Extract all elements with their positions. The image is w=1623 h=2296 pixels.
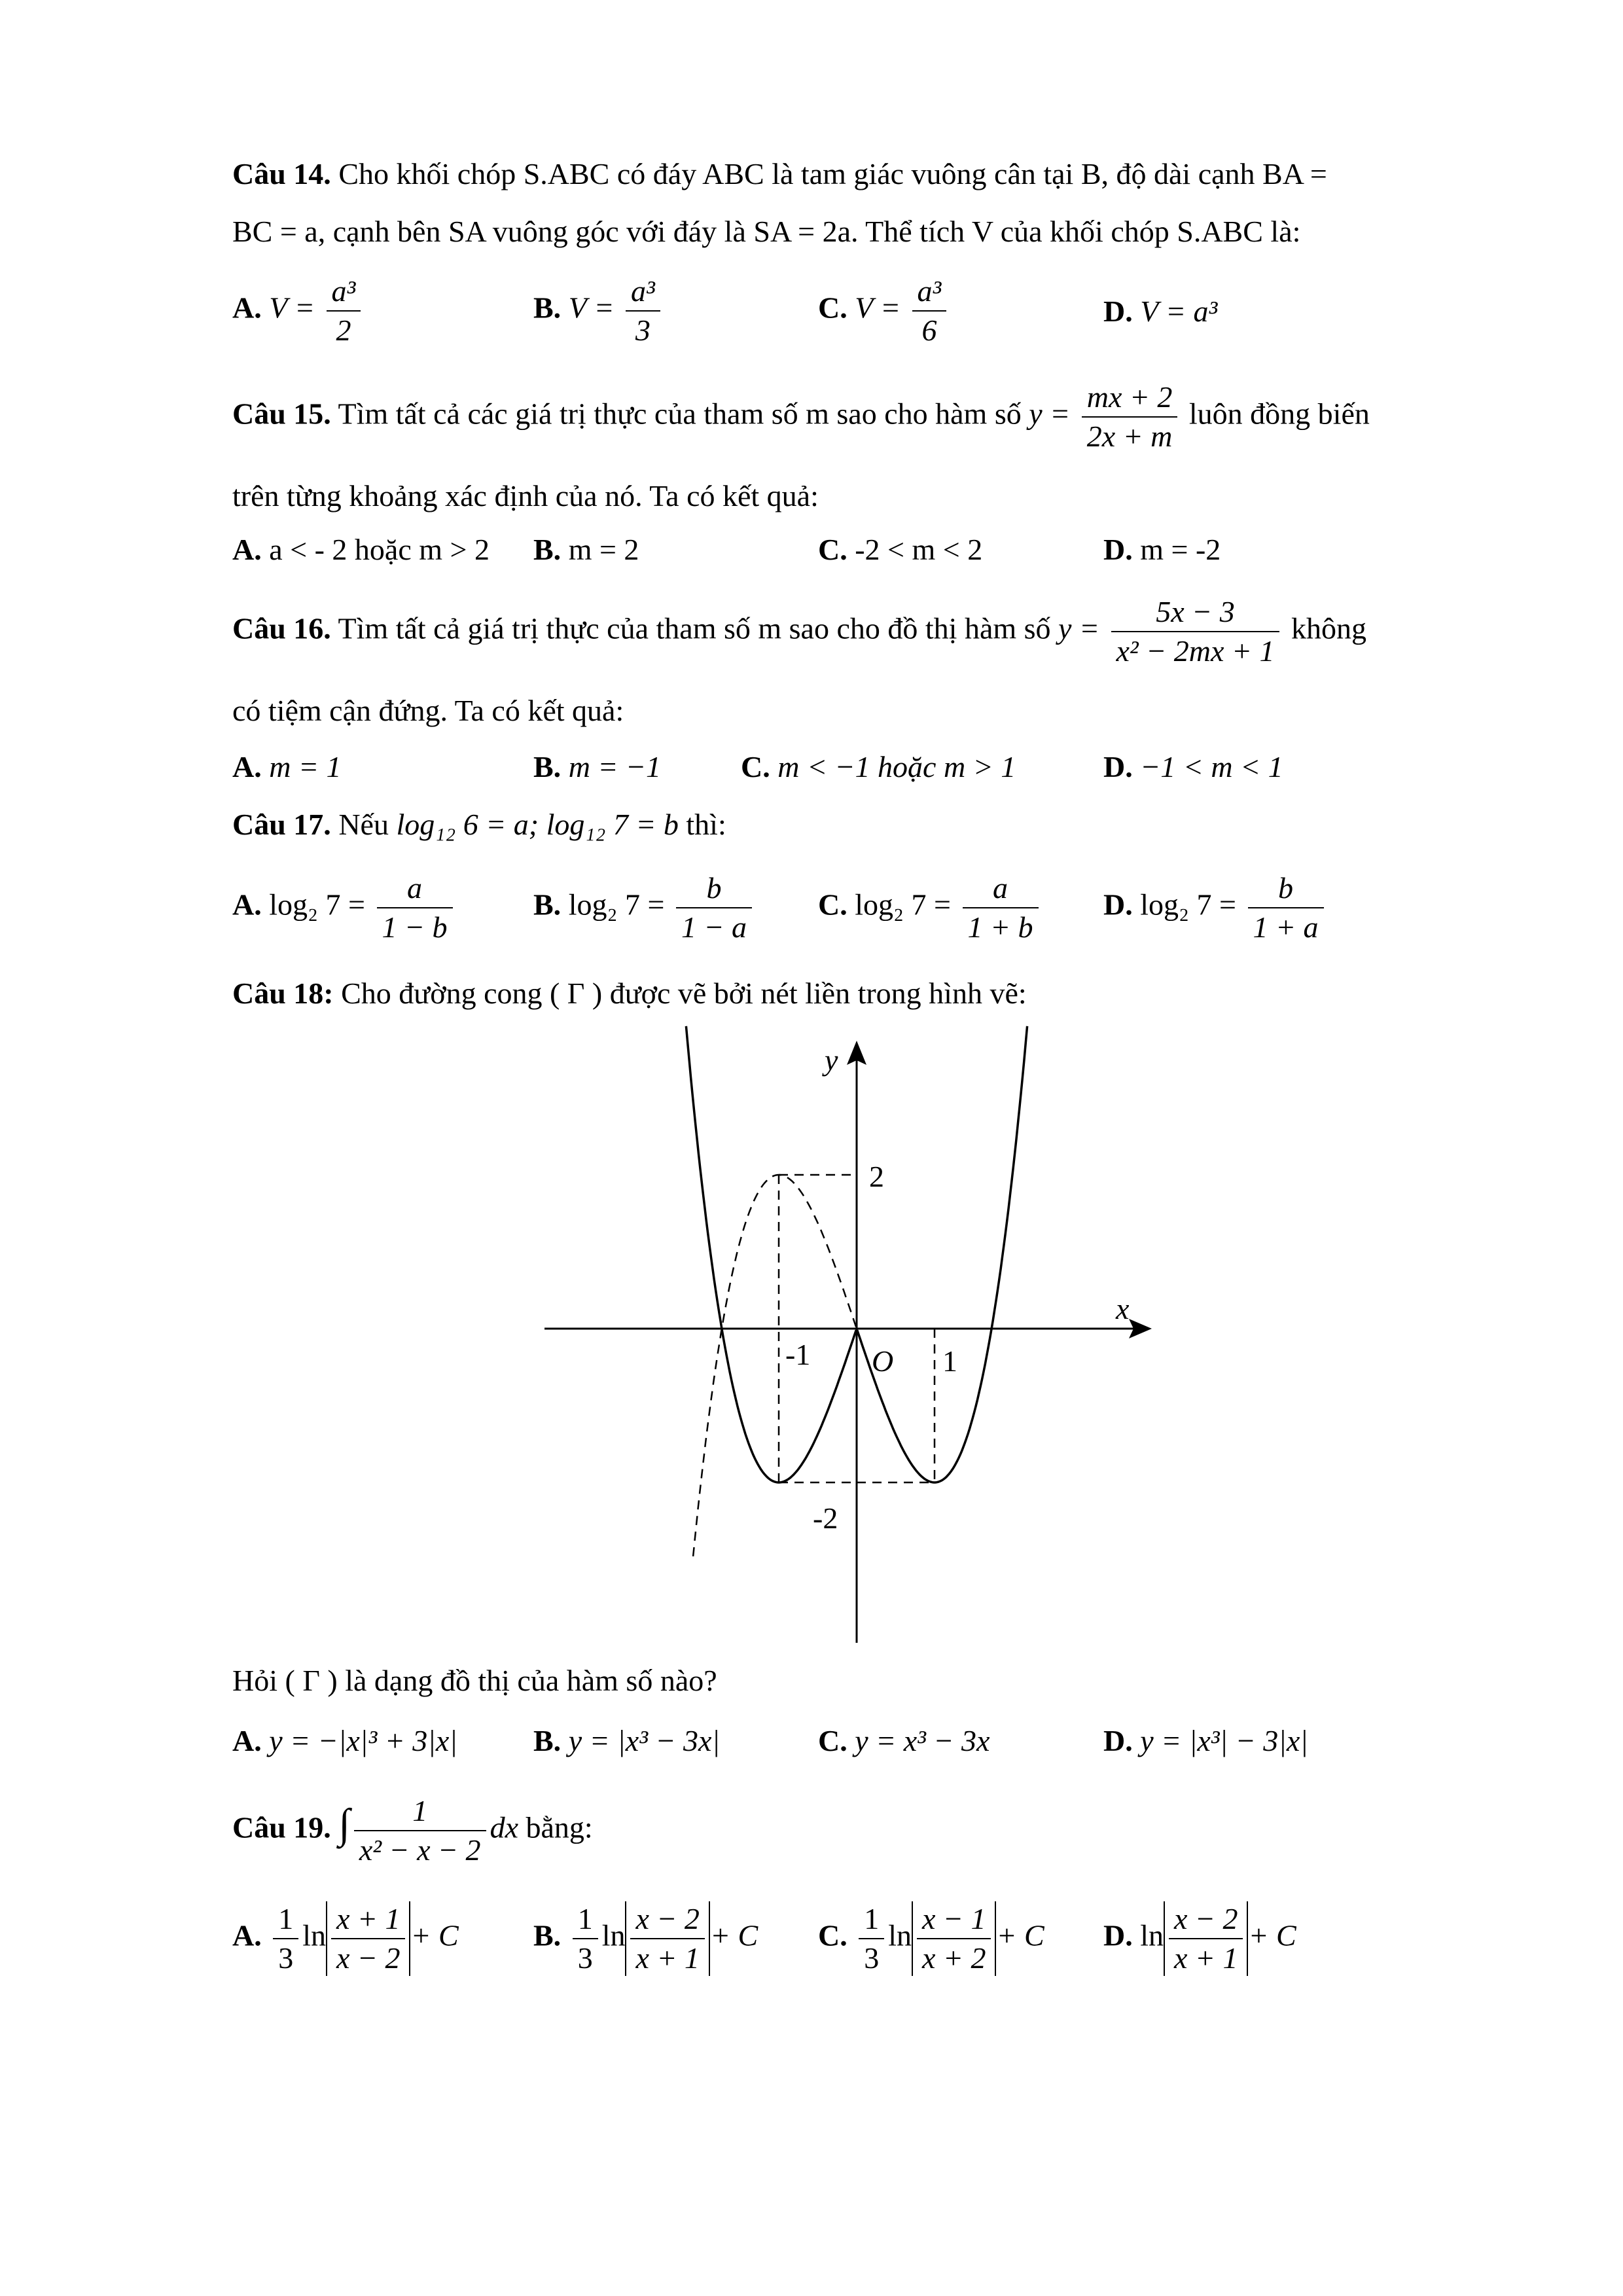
axis-label-x: x	[1116, 1292, 1130, 1325]
q15-fn-lhs: y =	[1029, 397, 1071, 431]
q14-text-1: Cho khối chóp S.ABC có đáy ABC là tam giác vuông cân tại B, độ dài cạnh BA =	[330, 157, 1327, 190]
q18-line1	[232, 975, 1027, 1012]
q19-option-b	[533, 1901, 758, 1976]
option-label: C.	[818, 533, 847, 566]
option-formula: V = a³	[1140, 295, 1218, 328]
option-fraction	[327, 274, 361, 348]
option-label: D.	[1103, 750, 1133, 783]
option-text: -2 < m < 2	[847, 533, 983, 566]
q19-integrand	[354, 1793, 486, 1868]
fraction-denominator: 2x + m	[1086, 420, 1173, 453]
option-label: C.	[741, 750, 770, 783]
q17-condition: log₁₂ 6 = a; log₁₂ 7 = b	[396, 808, 679, 841]
q19-line1	[232, 1793, 593, 1868]
option-text: y = |x³ − 3x|	[568, 1724, 721, 1757]
option-tail: + C	[1248, 1918, 1296, 1952]
fraction-numerator: 1	[273, 1901, 298, 1939]
option-text: m = 2	[561, 533, 639, 566]
option-ln: ln	[888, 1918, 912, 1952]
option-label: A.	[232, 888, 262, 922]
option-text: m = −1	[568, 750, 661, 783]
fraction-denominator: x + 1	[635, 1941, 700, 1975]
fraction-numerator: x − 2	[1169, 1901, 1243, 1939]
option-lhs: log₂ 7 =	[568, 888, 665, 922]
tick-label-1: 1	[942, 1344, 957, 1378]
q19-option-a	[232, 1901, 459, 1976]
fraction-numerator: a³	[327, 274, 361, 312]
q16-text-after: không	[1291, 611, 1366, 645]
q15-line2: trên từng khoảng xác định của nó. Ta có kết quả:	[232, 479, 819, 512]
option-tail: + C	[709, 1918, 758, 1952]
option-text: y = x³ − 3x	[855, 1724, 990, 1757]
option-label: A.	[232, 1724, 262, 1757]
q17-option-a	[232, 870, 457, 945]
option-abs	[912, 1901, 996, 1976]
fraction-numerator: x + 1	[331, 1901, 405, 1939]
fraction-denominator: 1 − b	[382, 910, 448, 944]
q19-text-after: bằng:	[526, 1810, 593, 1844]
q17-option-b	[533, 870, 756, 945]
q16-label: Câu 16.	[232, 611, 331, 645]
q18-option-c	[818, 1723, 990, 1759]
fraction-denominator: x² − 2mx + 1	[1116, 634, 1275, 668]
origin-label: O	[872, 1344, 894, 1378]
option-label: B.	[533, 533, 562, 566]
dashed-curve	[693, 1175, 857, 1556]
option-text: y = |x³| − 3|x|	[1140, 1724, 1308, 1757]
q18-label: Câu 18:	[232, 977, 334, 1010]
q16-option-a	[232, 749, 342, 785]
fraction-numerator: a	[963, 870, 1039, 908]
fraction-numerator: 1	[354, 1793, 486, 1831]
q18-graph	[537, 1024, 1165, 1653]
q16-line2: có tiệm cận đứng. Ta có kết quả:	[232, 694, 624, 727]
fraction-numerator: x − 1	[917, 1901, 991, 1939]
option-text: y = −|x|³ + 3|x|	[269, 1724, 457, 1757]
q19-dx: dx	[490, 1810, 518, 1844]
option-ln: ln	[302, 1918, 327, 1952]
option-lhs: log₂ 7 =	[855, 888, 951, 922]
fraction-numerator: 5x − 3	[1111, 594, 1280, 632]
q16-option-d	[1103, 749, 1283, 785]
option-tail: + C	[996, 1918, 1044, 1952]
q14-label: Câu 14.	[232, 157, 331, 190]
option-label: B.	[533, 888, 562, 922]
option-label: D.	[1103, 1918, 1133, 1952]
option-label: D.	[1103, 888, 1133, 922]
tick-label-2: 2	[869, 1160, 884, 1193]
q18-option-d	[1103, 1723, 1308, 1759]
option-label: A.	[232, 750, 262, 783]
q19-option-c	[818, 1901, 1044, 1976]
option-label: B.	[533, 1724, 562, 1757]
q15-label: Câu 15.	[232, 397, 331, 431]
q19-option-d	[1103, 1901, 1296, 1976]
option-lhs: V =	[855, 291, 901, 325]
fraction-numerator: a³	[626, 274, 660, 312]
fraction-numerator: a³	[912, 274, 947, 312]
q19-label: Câu 19.	[232, 1810, 331, 1844]
q17-text-b: thì:	[686, 808, 726, 841]
option-label: A.	[232, 533, 262, 566]
option-ln: ln	[601, 1918, 626, 1952]
option-coef	[859, 1901, 884, 1976]
fraction-denominator: x + 1	[1174, 1941, 1238, 1975]
option-fraction	[1248, 870, 1324, 945]
option-label: C.	[818, 1918, 847, 1952]
q15-text-after: luôn đồng biến	[1188, 397, 1370, 431]
q14-line1	[232, 156, 1327, 192]
q17-option-d	[1103, 870, 1328, 945]
q17-text-a: Nếu	[330, 808, 389, 841]
fraction-numerator: 1	[573, 1901, 598, 1939]
option-fraction	[626, 274, 660, 348]
q15-fn-fraction	[1082, 380, 1178, 454]
fraction-denominator: 6	[921, 314, 937, 347]
fraction-numerator: a	[377, 870, 453, 908]
fraction-denominator: 3	[864, 1941, 880, 1975]
axis-label-y: y	[825, 1043, 838, 1077]
option-ln: ln	[1140, 1918, 1164, 1952]
option-tail: + C	[410, 1918, 459, 1952]
q14-option-b	[533, 274, 664, 348]
option-label: A.	[232, 291, 262, 325]
option-coef	[573, 1901, 598, 1976]
option-text: m < −1 hoặc m > 1	[777, 750, 1016, 783]
q17-line1	[232, 806, 726, 843]
q16-fn-lhs: y =	[1058, 611, 1100, 645]
option-abs	[625, 1901, 709, 1976]
q14-option-d	[1103, 293, 1217, 330]
option-text: m = -2	[1132, 533, 1221, 566]
fraction-numerator: x − 2	[630, 1901, 704, 1939]
option-abs	[1164, 1901, 1248, 1976]
q16-option-b	[533, 749, 661, 785]
q15-option-c	[818, 531, 982, 568]
tick-label-minus2: -2	[813, 1501, 838, 1535]
option-lhs: V =	[568, 291, 615, 325]
option-label: D.	[1103, 533, 1133, 566]
fraction-denominator: 3	[635, 314, 651, 347]
q14-line2: BC = a, cạnh bên SA vuông góc với đáy là SA = 2a. Thể tích V của khối chóp S.ABC là:	[232, 215, 1301, 248]
fraction-numerator: b	[1248, 870, 1324, 908]
fraction-numerator: b	[676, 870, 752, 908]
tick-label-minus1: -1	[785, 1338, 811, 1371]
q15-text: Tìm tất cả các giá trị thực của tham số m sao cho hàm số	[330, 397, 1022, 431]
option-text: m = 1	[269, 750, 342, 783]
q15-line1	[232, 380, 1370, 454]
q14-option-c	[818, 274, 950, 348]
option-label: C.	[818, 291, 847, 325]
q16-text: Tìm tất cả giá trị thực của tham số m sao cho đồ thị hàm số	[330, 611, 1051, 645]
option-label: B.	[533, 291, 562, 325]
option-fraction	[676, 870, 752, 945]
option-abs	[326, 1901, 410, 1976]
q14-option-a	[232, 274, 365, 348]
fraction-denominator: 2	[336, 314, 351, 347]
option-label: B.	[533, 750, 562, 783]
fraction-numerator: 1	[859, 1901, 884, 1939]
q16-fn-fraction	[1111, 594, 1280, 669]
option-label: B.	[533, 1918, 562, 1952]
q16-line1	[232, 594, 1366, 669]
q15-option-b	[533, 531, 639, 568]
fraction-denominator: 3	[278, 1941, 294, 1975]
integral-sign: ∫	[338, 1800, 350, 1847]
q15-option-a	[232, 531, 490, 568]
option-label: A.	[232, 1918, 262, 1952]
option-lhs: log₂ 7 =	[1140, 888, 1236, 922]
option-label: D.	[1103, 295, 1133, 328]
fraction-denominator: x + 2	[922, 1941, 986, 1975]
q18-text: Cho đường cong ( Γ ) được vẽ bởi nét liền trong hình vẽ:	[333, 977, 1027, 1010]
option-text: a < - 2 hoặc m > 2	[261, 533, 490, 566]
q15-option-d	[1103, 531, 1221, 568]
option-label: C.	[818, 888, 847, 922]
q18-option-a	[232, 1723, 457, 1759]
fraction-denominator: 1 + b	[967, 910, 1033, 944]
option-lhs: V =	[269, 291, 315, 325]
q16-option-c	[741, 749, 1016, 785]
q17-label: Câu 17.	[232, 808, 331, 841]
fraction-denominator: x − 2	[336, 1941, 401, 1975]
q18-question: Hỏi ( Γ ) là dạng đồ thị của hàm số nào?	[232, 1664, 717, 1697]
option-fraction	[377, 870, 453, 945]
fraction-numerator: mx + 2	[1082, 380, 1178, 418]
fraction-denominator: x² − x − 2	[359, 1833, 481, 1867]
option-label: C.	[818, 1724, 847, 1757]
option-fraction	[963, 870, 1039, 945]
option-fraction	[912, 274, 947, 348]
fraction-denominator: 3	[577, 1941, 593, 1975]
option-coef	[273, 1901, 298, 1976]
fraction-denominator: 1 − a	[681, 910, 747, 944]
q17-option-c	[818, 870, 1043, 945]
option-label: D.	[1103, 1724, 1133, 1757]
fraction-denominator: 1 + a	[1253, 910, 1319, 944]
option-text: −1 < m < 1	[1140, 750, 1283, 783]
option-lhs: log₂ 7 =	[269, 888, 365, 922]
q18-option-b	[533, 1723, 720, 1759]
